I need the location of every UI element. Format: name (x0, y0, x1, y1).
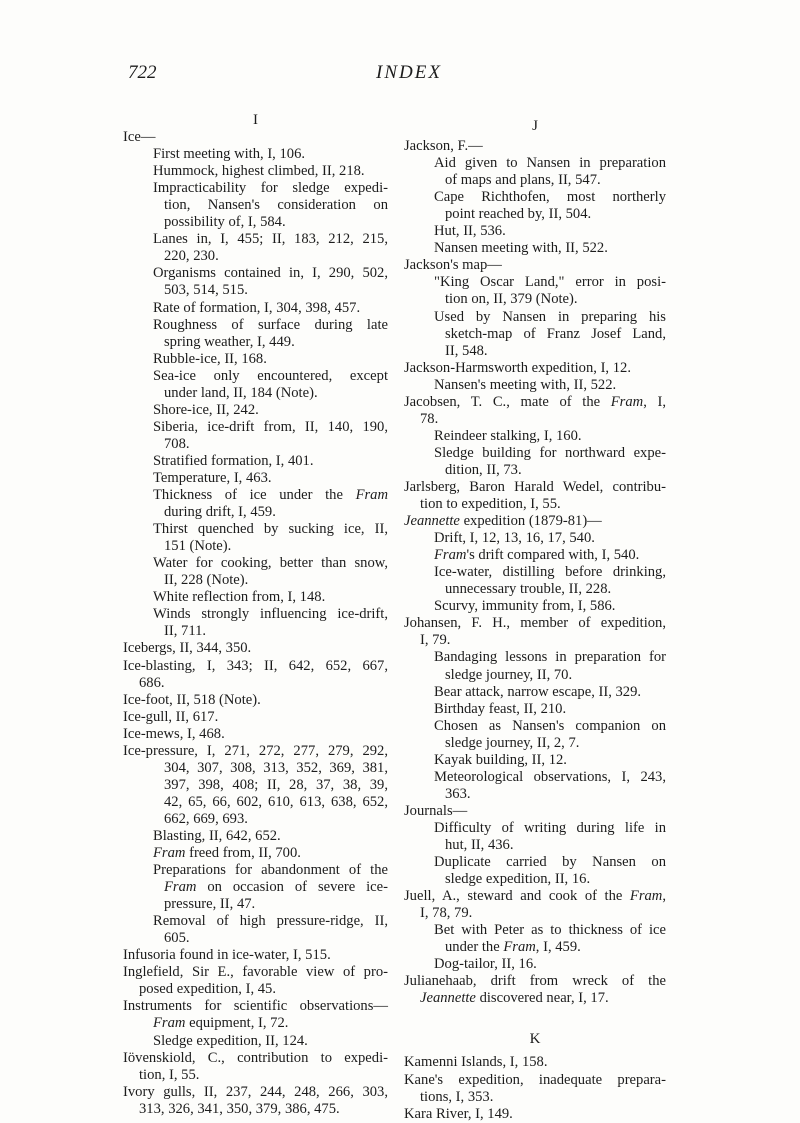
index-subentry-line: Meteorological observations, I, 243, (434, 768, 666, 785)
index-entry-line: Jarlsberg, Baron Harald Wedel, contribu- (404, 478, 666, 495)
index-subentry-line: Siberia, ice-drift from, II, 140, 190, (153, 418, 388, 435)
index-entry-line: Inglefield, Sir E., favorable view of pro- (123, 964, 388, 981)
index-subentry-line: Bet with Peter as to thickness of ice (434, 922, 666, 939)
index-entry-line: Infusoria found in ice-water, I, 515. (123, 947, 331, 964)
index-subentry-line: Ice-water, distilling before drinking, (434, 564, 666, 581)
index-subentry-line: Water for cooking, better than snow, (153, 555, 388, 572)
index-subentry-line: unnecessary trouble, II, 228. (445, 581, 612, 598)
index-entry-line: Ice-pressure, I, 271, 272, 277, 279, 292, (123, 742, 388, 759)
index-subentry-line: during drift, I, 459. (164, 504, 276, 521)
ship-name: Fram (164, 879, 197, 896)
index-subentry-line: Nansen's meeting with, II, 522. (434, 376, 617, 393)
ship-name: Fram (629, 888, 663, 905)
index-subentry-line: Organisms contained in, I, 290, 502, (153, 265, 388, 282)
section-heading-i: I (253, 112, 258, 128)
section-heading-j: J (532, 118, 538, 134)
index-entry-line: I, 79. (420, 632, 451, 649)
index-subentry-line: 42, 65, 66, 602, 610, 613, 638, 652, (164, 793, 388, 810)
index-subentry-line: Bear attack, narrow escape, II, 329. (434, 683, 642, 700)
index-subentry-line: White reflection from, I, 148. (153, 589, 326, 606)
index-subentry-line: Stratified formation, I, 401. (153, 452, 314, 469)
ship-name: Fram (503, 939, 536, 956)
index-subentry-line: Winds strongly influencing ice-drift, (153, 606, 388, 623)
index-subentry-line: Sea-ice only encountered, except (153, 367, 388, 384)
ship-name: Jeannette (420, 990, 476, 1007)
index-subentry-line: Lanes in, I, 455; II, 183, 212, 215, (153, 231, 388, 248)
index-subentry-line: pressure, II, 47. (164, 896, 256, 913)
index-entry-line: Kamenni Islands, I, 158. (404, 1054, 548, 1071)
index-entry-line: Jackson-Harmsworth expedition, I, 12. (404, 359, 631, 376)
ship-name: Jeannette (404, 513, 460, 530)
index-subentry-line: 304, 307, 308, 313, 352, 369, 381, (164, 759, 388, 776)
index-entry-line: Jeannette expedition (1879-81)— (404, 513, 602, 530)
index-entry-line: Ice-foot, II, 518 (Note). (123, 691, 261, 708)
index-subentry-line: Scurvy, immunity from, I, 586. (434, 598, 616, 615)
index-subentry-line: Birthday feast, II, 210. (434, 700, 567, 717)
index-subentry-line: Sledge building for northward expe- (434, 444, 666, 461)
index-entry-line: 313, 326, 341, 350, 379, 386, 475. (139, 1100, 340, 1117)
index-subentry-line: Hut, II, 536. (434, 223, 506, 240)
ship-name: Fram (153, 845, 186, 862)
section-i-entries (123, 129, 388, 1118)
index-subentry-line: Fram on occasion of severe ice- (164, 879, 388, 896)
index-subentry-line: II, 711. (164, 623, 207, 640)
index-subentry-line: Temperature, I, 463. (153, 469, 272, 486)
right-column (404, 112, 666, 1123)
index-subentry-line: sledge journey, II, 70. (445, 666, 573, 683)
index-subentry-line: Preparations for abandonment of the (153, 862, 388, 879)
index-subentry-line: Impracticability for sledge expedi- (153, 180, 388, 197)
index-entry-line: Ice-blasting, I, 343; II, 642, 652, 667, (123, 657, 388, 674)
index-entry-line: posed expedition, I, 45. (139, 981, 276, 998)
index-subentry-line: Bandaging lessons in preparation for (434, 649, 666, 666)
index-subentry-line: Roughness of surface during late (153, 316, 388, 333)
index-entry-line: Jackson, F.— (404, 138, 483, 155)
index-subentry-line: "King Oscar Land," error in posi- (434, 274, 666, 291)
index-entry-line: Ivory gulls, II, 237, 244, 248, 266, 303, (123, 1083, 388, 1100)
index-entry-line: Jacobsen, T. C., mate of the Fram, I, (404, 393, 666, 410)
index-subentry-line: Thickness of ice under the Fram (153, 487, 388, 504)
index-entry-line: tions, I, 353. (420, 1088, 494, 1105)
index-subentry-line: under land, II, 184 (Note). (164, 384, 318, 401)
index-entry-line: Ice-gull, II, 617. (123, 708, 219, 725)
index-subentry-line: 503, 514, 515. (164, 282, 248, 299)
index-subentry-line: 708. (164, 435, 190, 452)
section-heading-k: K (529, 1031, 541, 1048)
index-subentry-line: Difficulty of writing during life in (434, 819, 666, 836)
index-subentry-line: Used by Nansen in preparing his (434, 308, 666, 325)
index-entry-line: Instruments for scientific observations— (123, 998, 388, 1015)
ship-name: Fram (153, 1015, 186, 1032)
index-entry-line: Johansen, F. H., member of expedition, (404, 615, 666, 632)
index-subentry-line: Cape Richthofen, most northerly (434, 189, 666, 206)
index-entry-line: tion to expedition, I, 55. (420, 496, 561, 513)
index-entry-line: Ice— (123, 129, 156, 146)
page-number: 722 (128, 62, 157, 83)
index-subentry-line: Drift, I, 12, 13, 16, 17, 540. (434, 530, 595, 547)
index-subentry-line: 662, 669, 693. (164, 810, 248, 827)
index-subentry-line: Sledge expedition, II, 124. (153, 1032, 308, 1049)
index-entry-line: I, 78, 79. (420, 905, 473, 922)
index-entry-line: Kane's expedition, inadequate prepara- (404, 1071, 666, 1088)
index-subentry-line: Dog-tailor, II, 16. (434, 956, 537, 973)
index-subentry-line: sledge expedition, II, 16. (445, 871, 591, 888)
index-subentry-line: tion on, II, 379 (Note). (445, 291, 578, 308)
index-subentry-line: dition, II, 73. (445, 461, 522, 478)
index-entry-line: Kara River, I, 149. (404, 1105, 513, 1122)
index-subentry-line: Rubble-ice, II, 168. (153, 350, 267, 367)
index-subentry-line: Shore-ice, II, 242. (153, 401, 259, 418)
index-subentry-line: sketch-map of Franz Josef Land, (445, 325, 666, 342)
index-subentry-line: Rate of formation, I, 304, 398, 457. (153, 299, 361, 316)
index-subentry-line: Hummock, highest climbed, II, 218. (153, 163, 365, 180)
index-entry-line: Jeannette discovered near, I, 17. (420, 990, 609, 1007)
index-subentry-line: possibility of, I, 584. (164, 214, 286, 231)
index-subentry-line: 363. (445, 785, 471, 802)
index-subentry-line: II, 548. (445, 342, 488, 359)
index-subentry-line: II, 228 (Note). (164, 572, 249, 589)
index-entry-line: Iövenskiold, C., contribution to expedi- (123, 1049, 388, 1066)
index-subentry-line: point reached by, II, 504. (445, 206, 592, 223)
index-subentry-line: Chosen as Nansen's companion on (434, 717, 666, 734)
index-subentry-line: sledge journey, II, 2, 7. (445, 734, 580, 751)
ship-name: Fram (355, 487, 388, 504)
index-entry-line: Julianehaab, drift from wreck of the (404, 973, 666, 990)
index-subentry-line: Fram freed from, II, 700. (153, 845, 301, 862)
index-subentry-line: Removal of high pressure-ridge, II, (153, 913, 388, 930)
index-entry-line: Journals— (404, 802, 468, 819)
index-subentry-line: Aid given to Nansen in preparation (434, 155, 666, 172)
index-subentry-line: of maps and plans, II, 547. (445, 172, 601, 189)
index-entry-line: Ice-mews, I, 468. (123, 725, 225, 742)
index-subentry-line: First meeting with, I, 106. (153, 146, 306, 163)
index-subentry-line: Blasting, II, 642, 652. (153, 827, 281, 844)
index-subentry-line: spring weather, I, 449. (164, 333, 295, 350)
index-entry-line: Jackson's map— (404, 257, 502, 274)
index-entry-line: tion, I, 55. (139, 1066, 200, 1083)
index-subentry-line: Fram equipment, I, 72. (153, 1015, 289, 1032)
index-subentry-line: tion, Nansen's consideration on (164, 197, 388, 214)
index-subentry-line: Kayak building, II, 12. (434, 751, 567, 768)
ship-name: Fram (610, 393, 644, 410)
index-subentry-line: 220, 230. (164, 248, 219, 265)
index-entry-line: 686. (139, 674, 165, 691)
section-k-entries (404, 1054, 666, 1122)
index-subentry-line: 605. (164, 930, 190, 947)
index-subentry-line: Reindeer stalking, I, 160. (434, 427, 582, 444)
index-subentry-line: hut, II, 436. (445, 836, 514, 853)
index-subentry-line: under the Fram, I, 459. (445, 939, 581, 956)
ship-name: Fram (434, 547, 467, 564)
index-entry-line: Juell, A., steward and cook of the Fram, (404, 888, 666, 905)
index-entry-line: Icebergs, II, 344, 350. (123, 640, 252, 657)
index-subentry-line: Nansen meeting with, II, 522. (434, 240, 608, 257)
index-subentry-line: 397, 398, 408; II, 28, 37, 38, 39, (164, 776, 388, 793)
left-column (123, 112, 388, 1118)
section-j-entries (404, 138, 666, 1007)
index-subentry-line: Fram's drift compared with, I, 540. (434, 547, 640, 564)
index-subentry-line: Duplicate carried by Nansen on (434, 854, 666, 871)
index-subentry-line: Thirst quenched by sucking ice, II, (153, 521, 388, 538)
index-entry-line: 78. (420, 410, 439, 427)
running-head: INDEX (376, 62, 442, 83)
index-subentry-line: 151 (Note). (164, 538, 232, 555)
